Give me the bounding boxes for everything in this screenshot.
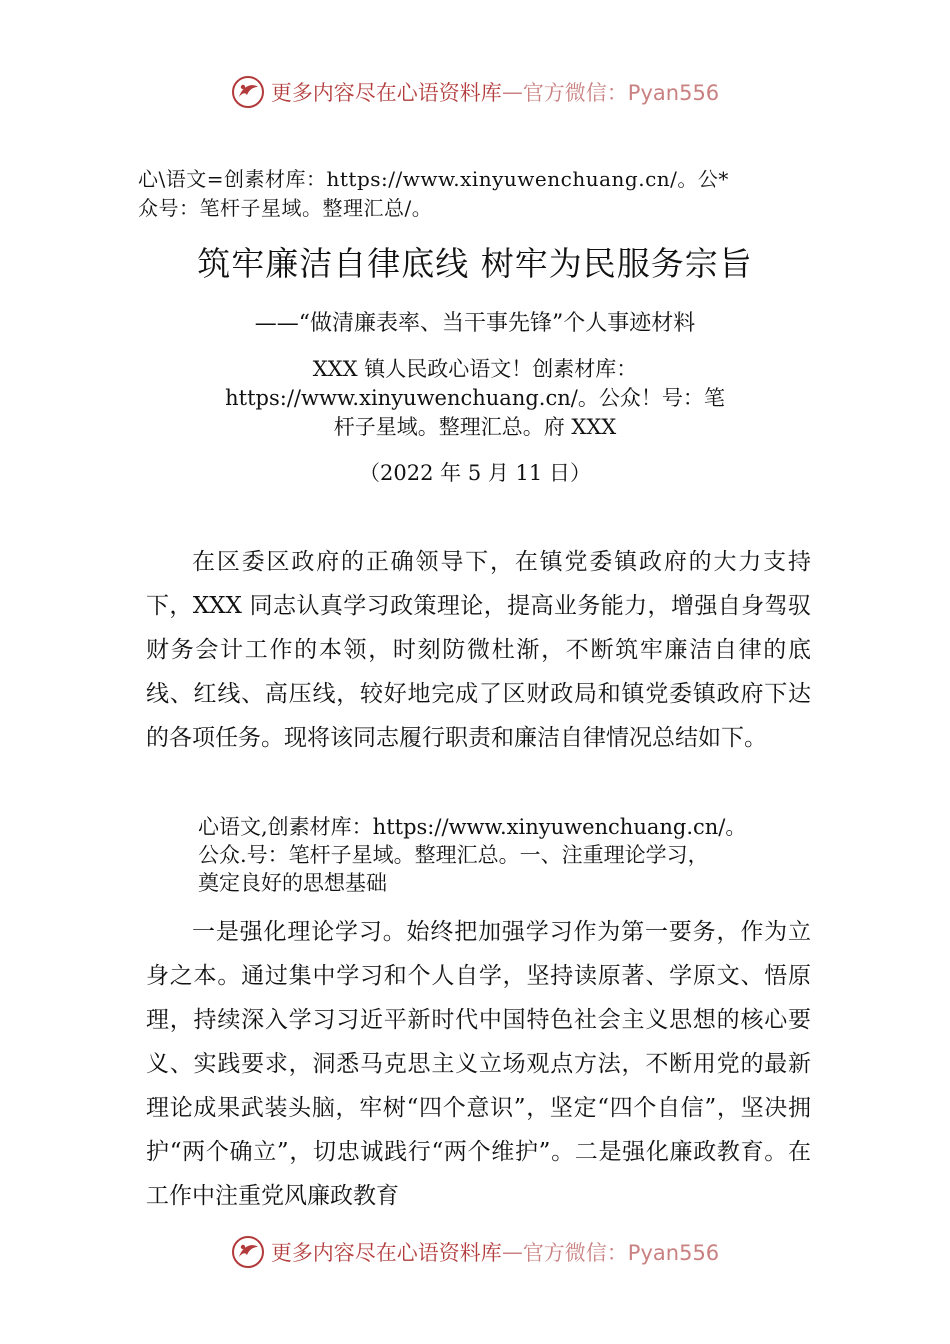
watermark-wechat-text: 官方微信：Pyan556 — [522, 1241, 720, 1265]
author-line3: 杆子星域。整理汇总。府 XXX — [333, 415, 617, 439]
document-subtitle: ——“做清廉表率、当干事先锋”个人事迹材料 — [254, 311, 696, 336]
header-note-line2: 众号：笔杆子星域。整理汇总/。 — [138, 196, 433, 220]
body-paragraph-1-wrap — [146, 540, 811, 760]
section-heading — [146, 813, 811, 897]
watermark-wechat-text: 官方微信：Pyan556 — [522, 81, 720, 105]
watermark-main-text: 更多内容尽在心语资料库 — [270, 81, 502, 105]
watermark-banner-bottom — [0, 1232, 950, 1272]
body-paragraph-1: 在区委区政府的正确领导下，在镇党委镇政府的大力支持下，XXX 同志认真学习政策理论，提高业务能力，增强自身驾驭财务会计工作的本领，时刻防微杜渐，不断筑牢廉洁自律的底线、红线、高压线，较好地完成了区财政局和镇党委镇政府下达的各项任务。现将该同志履行职责和廉洁自律情况总结如下。 — [146, 549, 811, 751]
watermark-banner-top — [0, 72, 950, 112]
author-line2: https://www.xinyuwenchuang.cn/。公众！号：笔 — [225, 386, 725, 410]
body-paragraph-2-wrap — [146, 910, 811, 1218]
phoenix-logo-icon — [231, 1235, 265, 1269]
section-heading-line1: 心语文,创素材库：https://www.xinyuwenchuang.cn/。 — [198, 815, 747, 839]
header-note-line1: 心\语文=创素材库：https://www.xinyuwenchuang.cn/。公* — [138, 167, 729, 191]
document-title: 筑牢廉洁自律底线 树牢为民服务宗旨 — [197, 244, 753, 283]
watermark-separator: — — [501, 1240, 523, 1264]
header-note — [138, 165, 811, 223]
document-date: （2022 年 5 月 11 日） — [359, 461, 591, 485]
section-heading-line2: 公众.号：笔杆子星域。整理汇总。一、注重理论学习， — [198, 843, 709, 867]
body-paragraph-2: 一是强化理论学习。始终把加强学习作为第一要务，作为立身之本。通过集中学习和个人自学，坚持读原著、学原文、悟原理，持续深入学习习近平新时代中国特色社会主义思想的核心要义、实践要求，洞悉马克思主义立场观点方法，不断用党的最新理论成果武装头脑，牢树“四个意识”，坚定“四个自信”，坚决拥护“两个确立”，切忠诚践行“两个维护”。二是强化廉政教育。在工作中注重党风廉政教育 — [146, 919, 811, 1209]
phoenix-logo-icon — [231, 75, 265, 109]
author-line1: XXX 镇人民政心语文！创素材库： — [312, 357, 638, 381]
section-heading-line3: 奠定良好的思想基础 — [198, 871, 387, 895]
watermark-separator: — — [501, 80, 523, 104]
watermark-main-text: 更多内容尽在心语资料库 — [270, 1241, 502, 1265]
author-block — [0, 355, 950, 442]
